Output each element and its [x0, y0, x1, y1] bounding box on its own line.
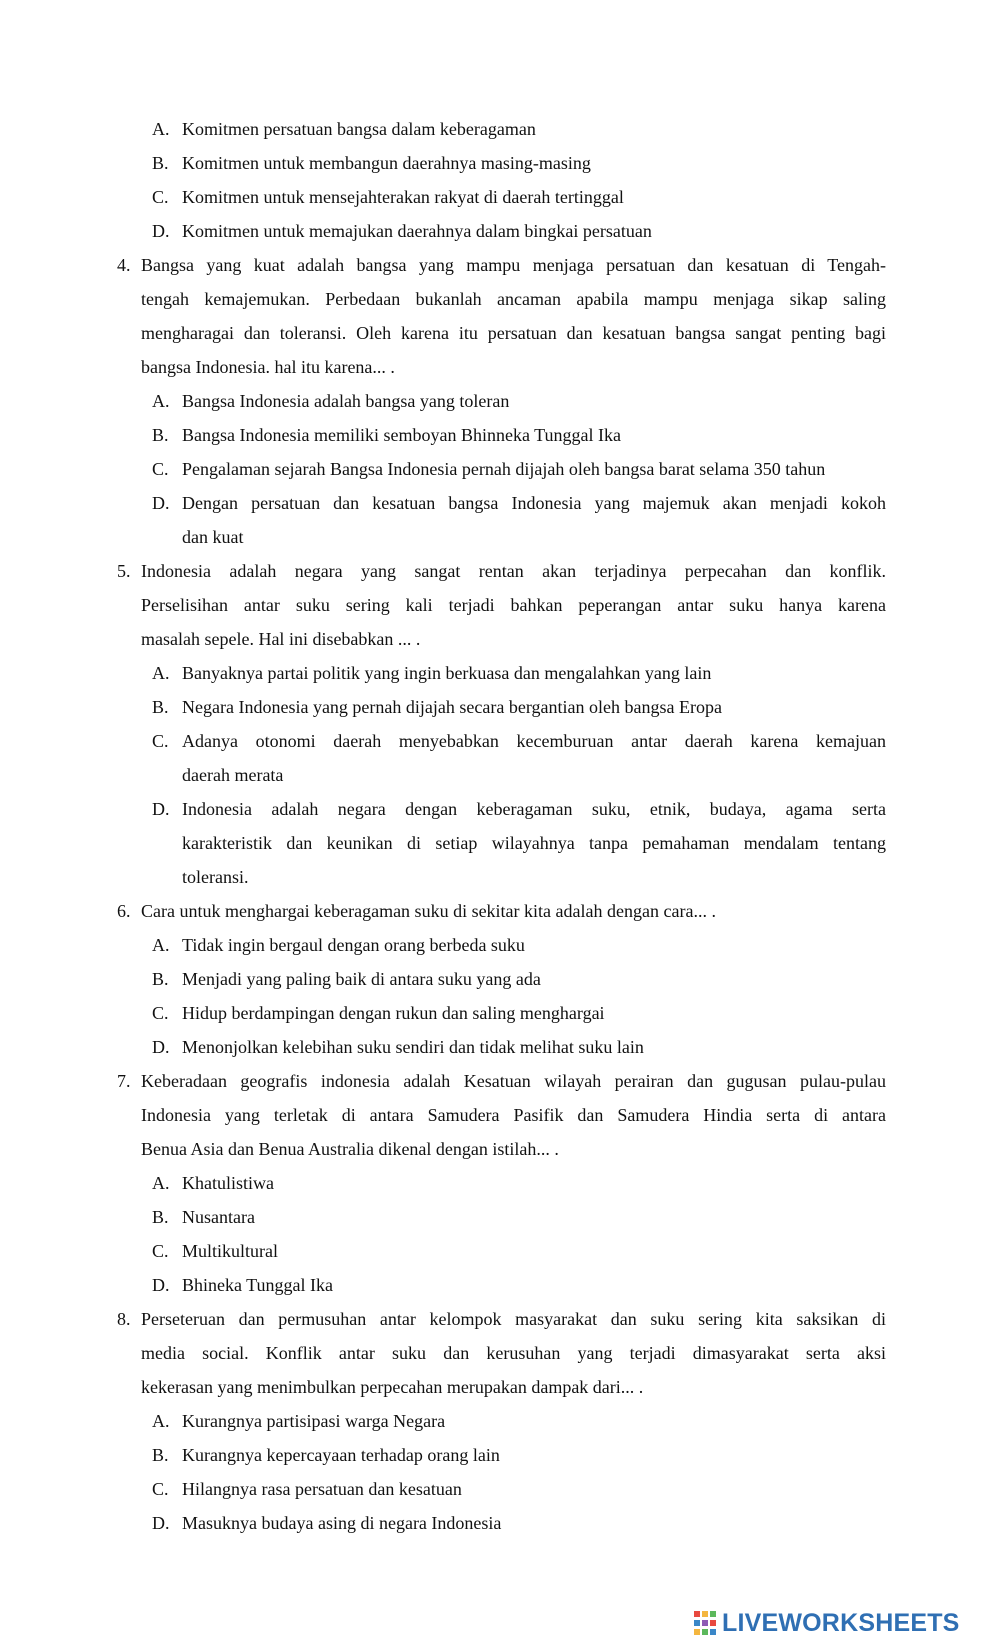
q7-option-a-text: Khatulistiwa — [182, 1173, 274, 1193]
liveworksheets-branding — [694, 1608, 960, 1638]
q3-option-b-letter: B. — [152, 153, 169, 173]
q6-option-d-letter: D. — [152, 1037, 170, 1057]
liveworksheets-logo-icon — [694, 1611, 716, 1635]
q5-option-d-text-line-2: karakteristik dan keunikan di setiap wilayahnya tanpa pemahaman mendalam tentang — [182, 833, 886, 853]
q3-option-d-letter: D. — [152, 221, 170, 241]
q5-option-a-letter: A. — [152, 663, 170, 683]
q8-option-b-text: Kurangnya kepercayaan terhadap orang lain — [182, 1445, 500, 1465]
q3-option-d-text: Komitmen untuk memajukan daerahnya dalam bingkai persatuan — [182, 221, 652, 241]
q7-option-a-letter: A. — [152, 1173, 170, 1193]
q4-option-b-text: Bangsa Indonesia memiliki semboyan Bhinneka Tunggal Ika — [182, 425, 621, 445]
q8-option-d-text: Masuknya budaya asing di negara Indonesia — [182, 1513, 502, 1533]
q4-text-line-2: tengah kemajemukan. Perbedaan bukanlah ancaman apabila mampu menjaga sikap saling — [141, 289, 886, 309]
liveworksheets-wordmark: LIVEWORKSHEETS — [722, 1608, 960, 1637]
q6-option-a-letter: A. — [152, 935, 170, 955]
q5-number: 5. — [117, 561, 131, 581]
q8-option-c-letter: C. — [152, 1479, 169, 1499]
q5-option-c-text-line-2: daerah merata — [182, 765, 284, 785]
q7-text-line-1: Keberadaan geografis indonesia adalah Kesatuan wilayah perairan dan gugusan pulau-pulau — [141, 1071, 886, 1091]
q4-option-b-letter: B. — [152, 425, 169, 445]
q6-option-c-letter: C. — [152, 1003, 169, 1023]
q8-number: 8. — [117, 1309, 131, 1329]
q7-option-c-text: Multikultural — [182, 1241, 278, 1261]
q7-number: 7. — [117, 1071, 131, 1091]
q5-option-c-letter: C. — [152, 731, 169, 751]
q8-text-line-1: Perseteruan dan permusuhan antar kelompok masyarakat dan suku sering kita saksikan di — [141, 1309, 886, 1329]
q8-option-a-letter: A. — [152, 1411, 170, 1431]
q7-option-c-letter: C. — [152, 1241, 169, 1261]
q4-option-c-text: Pengalaman sejarah Bangsa Indonesia pernah dijajah oleh bangsa barat selama 350 tahun — [182, 459, 826, 479]
q4-number: 4. — [117, 255, 131, 275]
q7-option-b-letter: B. — [152, 1207, 169, 1227]
q3-option-c-text: Komitmen untuk mensejahterakan rakyat di daerah tertinggal — [182, 187, 624, 207]
q6-option-b-letter: B. — [152, 969, 169, 989]
q5-text-line-2: Perselisihan antar suku sering kali terjadi bahkan peperangan antar suku hanya karena — [141, 595, 886, 615]
q5-option-b-letter: B. — [152, 697, 169, 717]
q4-option-a-text: Bangsa Indonesia adalah bangsa yang toleran — [182, 391, 510, 411]
q6-option-d-text: Menonjolkan kelebihan suku sendiri dan tidak melihat suku lain — [182, 1037, 644, 1057]
q5-option-d-text-line-1: Indonesia adalah negara dengan keberagaman suku, etnik, budaya, agama serta — [182, 799, 886, 819]
q6-option-a-text: Tidak ingin bergaul dengan orang berbeda suku — [182, 935, 525, 955]
q8-option-a-text: Kurangnya partisipasi warga Negara — [182, 1411, 446, 1431]
q3-option-a-letter: A. — [152, 119, 170, 139]
q6-option-c-text: Hidup berdampingan dengan rukun dan saling menghargai — [182, 1003, 605, 1023]
q4-option-d-text-line-2: dan kuat — [182, 527, 244, 547]
q4-option-d-text-line-1: Dengan persatuan dan kesatuan bangsa Indonesia yang majemuk akan menjadi kokoh — [182, 493, 886, 513]
q7-option-b-text: Nusantara — [182, 1207, 255, 1227]
q4-option-c-letter: C. — [152, 459, 169, 479]
q4-option-a-letter: A. — [152, 391, 170, 411]
q5-text-line-1: Indonesia adalah negara yang sangat rentan akan terjadinya perpecahan dan konflik. — [141, 561, 886, 581]
q4-text-line-3: mengharagai dan toleransi. Oleh karena itu persatuan dan kesatuan bangsa sangat penting bagi — [141, 323, 886, 343]
q5-text-line-3: masalah sepele. Hal ini disebabkan ... . — [141, 629, 421, 649]
q6-text: Cara untuk menghargai keberagaman suku di sekitar kita adalah dengan cara... . — [141, 901, 716, 921]
q7-option-d-text: Bhineka Tunggal Ika — [182, 1275, 333, 1295]
q3-option-a-text: Komitmen persatuan bangsa dalam keberagaman — [182, 119, 536, 139]
q5-option-d-letter: D. — [152, 799, 170, 819]
q5-option-b-text: Negara Indonesia yang pernah dijajah secara bergantian oleh bangsa Eropa — [182, 697, 722, 717]
q8-option-d-letter: D. — [152, 1513, 170, 1533]
q5-option-a-text: Banyaknya partai politik yang ingin berkuasa dan mengalahkan yang lain — [182, 663, 712, 683]
q4-text-line-4: bangsa Indonesia. hal itu karena... . — [141, 357, 395, 377]
q7-text-line-2: Indonesia yang terletak di antara Samudera Pasifik dan Samudera Hindia serta di antara — [141, 1105, 886, 1125]
q8-option-c-text: Hilangnya rasa persatuan dan kesatuan — [182, 1479, 462, 1499]
q5-option-c-text-line-1: Adanya otonomi daerah menyebabkan kecemburuan antar daerah karena kemajuan — [182, 731, 886, 751]
q4-text-line-1: Bangsa yang kuat adalah bangsa yang mampu menjaga persatuan dan kesatuan di Tengah- — [141, 255, 886, 275]
q6-number: 6. — [117, 901, 131, 921]
q7-option-d-letter: D. — [152, 1275, 170, 1295]
q6-option-b-text: Menjadi yang paling baik di antara suku yang ada — [182, 969, 541, 989]
q3-option-c-letter: C. — [152, 187, 169, 207]
q8-option-b-letter: B. — [152, 1445, 169, 1465]
q3-option-b-text: Komitmen untuk membangun daerahnya masing-masing — [182, 153, 591, 173]
q7-text-line-3: Benua Asia dan Benua Australia dikenal dengan istilah... . — [141, 1139, 559, 1159]
q8-text-line-3: kekerasan yang menimbulkan perpecahan merupakan dampak dari... . — [141, 1377, 644, 1397]
q5-option-d-text-line-3: toleransi. — [182, 867, 249, 887]
q8-text-line-2: media social. Konflik antar suku dan kerusuhan yang terjadi dimasyarakat serta aksi — [141, 1343, 886, 1363]
q4-option-d-letter: D. — [152, 493, 170, 513]
